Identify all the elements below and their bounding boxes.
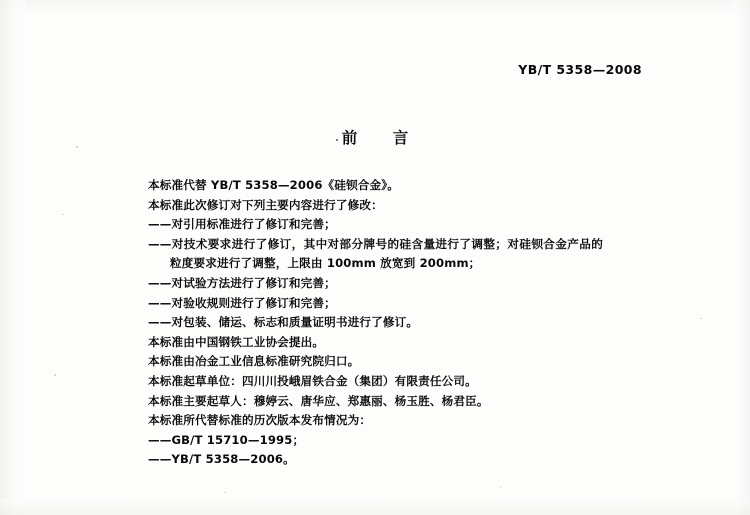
scan-shadow-bottom — [0, 499, 750, 515]
foreword-paragraph: 本标准此次修订对下列主要内容进行了修改： — [148, 197, 383, 212]
foreword-paragraph: 本标准代替 YB/T 5358—2006《硅钡合金》。 — [148, 178, 399, 192]
foreword-paragraph: 本标准起草单位：四川川投峨眉铁合金（集团）有限责任公司。 — [148, 373, 477, 388]
scan-speck — [54, 374, 56, 376]
foreword-paragraph: 本标准所代替标准的历次版本发布情况为： — [148, 413, 372, 428]
scan-speck — [500, 486, 501, 488]
foreword-paragraph: ——对验收规则进行了修订和完善； — [148, 295, 336, 310]
foreword-paragraph: ——对引用标准进行了修订和完善； — [148, 217, 336, 232]
foreword-paragraph: ——对试验方法进行了修订和完善； — [148, 275, 336, 290]
scan-speck — [62, 214, 64, 215]
foreword-paragraph: 本标准由中国钢铁工业协会提出。 — [148, 334, 325, 349]
scan-speck — [224, 492, 226, 493]
page-title: 前 言 — [341, 129, 419, 147]
standard-number: YB/T 5358—2008 — [518, 62, 642, 77]
foreword-body — [148, 176, 603, 470]
scan-shadow-top — [0, 0, 750, 14]
foreword-paragraph: ——对技术要求进行了修订，其中对部分牌号的硅含量进行了调整；对硅钡合金产品的粒度要求进行了调整，上限由 100mm 放宽到 200mm； — [148, 236, 603, 271]
foreword-paragraph: 本标准由冶金工业信息标准研究院归口。 — [148, 354, 360, 369]
foreword-paragraph: ——YB/T 5358—2006。 — [148, 452, 295, 467]
foreword-paragraph: 本标准主要起草人：穆婷云、唐华应、郑惠丽、杨玉胜、杨君臣。 — [148, 393, 489, 408]
scan-shadow-right — [732, 0, 750, 515]
foreword-paragraph: ——GB/T 15710—1995； — [148, 432, 305, 447]
foreword-paragraph: ——对包装、储运、标志和质量证明书进行了修订。 — [148, 315, 419, 330]
scan-speck — [700, 318, 702, 319]
scan-shadow-left — [0, 0, 26, 515]
